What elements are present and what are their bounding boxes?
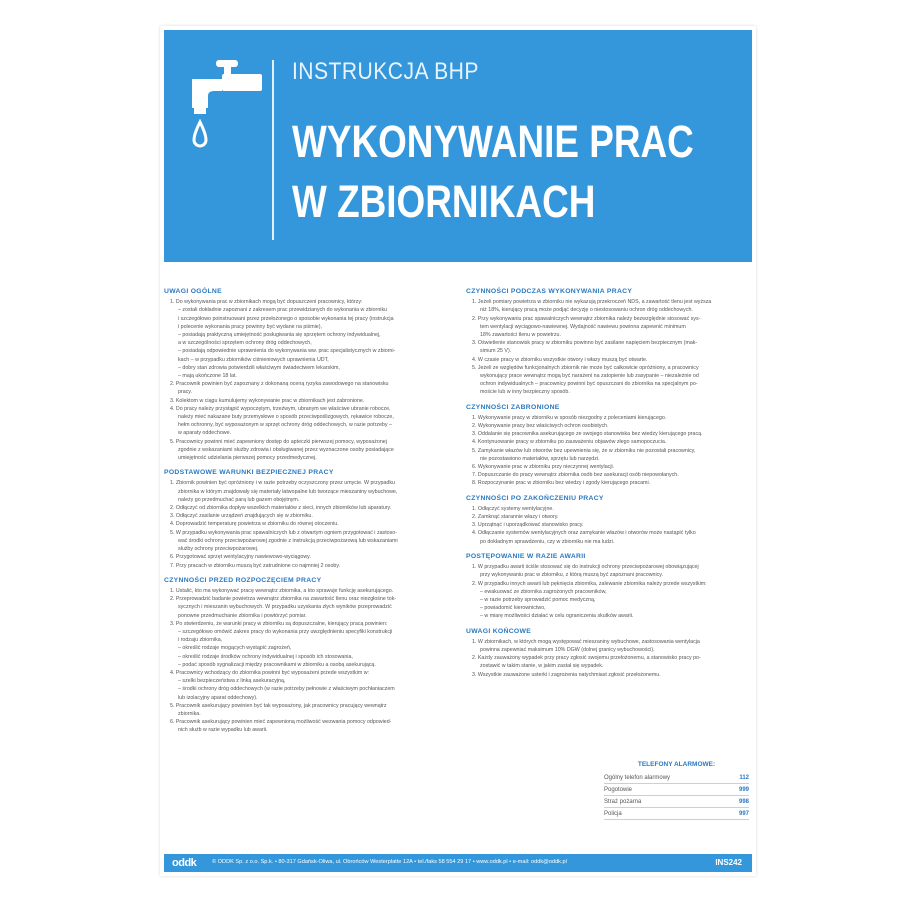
header-divider xyxy=(272,60,274,240)
instruction-item: 3. Uprzątnąć i uporządkować stanowisko pracy. xyxy=(472,522,584,529)
instruction-item: – środki ochrony dróg oddechowych (w razie potrzeby pełnowie z właściwym pochłaniaczem xyxy=(178,686,395,693)
instruction-item: 6. Wykonywanie prac w zbiorniku przy nieczynnej wentylacji. xyxy=(472,464,615,471)
instruction-item: moście lub w inny bezpieczny sposób. xyxy=(480,389,570,396)
instruction-item: i polecenie wykonania pracy powinny być wydane na piśmie), xyxy=(178,323,322,330)
instruction-item: 4. W czasie pracy w zbiorniku wszystkie otwory i włazy muszą być otwarte. xyxy=(472,356,648,363)
instruction-item: – podać sposób sygnalizacji między pracownikami w zbiorniku a osobą asekurującą. xyxy=(178,661,376,668)
section-title: CZYNNOŚCI PRZED ROZPOCZĘCIEM PRACY xyxy=(164,576,322,584)
instruction-item: 7. Dopuszczanie do pracy wewnątrz zbiornika osób bez asekuracji osób niepowołanych. xyxy=(472,472,679,479)
phone-number: 112 xyxy=(739,775,749,781)
instruction-item: nie pozostawiono materiałów, sprzętu lub narzędzi. xyxy=(480,455,600,462)
phone-row xyxy=(604,808,749,820)
instruction-item: – mają ukończone 18 lat. xyxy=(178,373,237,380)
instruction-item: zgodnie z wskazaniami służby zdrowia i obsługiwanej przez wyznaczone osoby posiadające xyxy=(178,446,394,453)
section-title: POSTĘPOWANIE W RAZIE AWARII xyxy=(466,552,586,560)
instruction-section xyxy=(164,288,450,462)
instruction-item: hełm ochronny, być wyposażonym w sprzęt ochrony dróg oddechowych, w razie potrzeby – xyxy=(178,422,392,429)
phone-number: 999 xyxy=(738,787,749,793)
phone-label: Pogotowie xyxy=(604,787,633,793)
phone-label: Policja xyxy=(604,811,622,817)
section-title: CZYNNOŚCI ZABRONIONE xyxy=(466,403,560,411)
title-line-1: WYKONYWANIE PRAC xyxy=(292,116,694,167)
instruction-item: w aparaty oddechowe. xyxy=(178,430,232,437)
instruction-item: 1. W przypadku awarii ściśle stosować się do instrukcji ochrony przeciwpożarowej obowiązującej xyxy=(472,564,699,571)
instruction-item: 8. Rozpoczynanie prac w zbiorniku bez wiedzy i zgody kierującego pracami. xyxy=(472,480,651,487)
instruction-item: 1. Odłączyć systemy wentylacyjne. xyxy=(472,505,554,512)
instruction-item: 1. Wykonywanie pracy w zbiorniku w sposób niezgodny z poleceniami kierującego. xyxy=(472,414,667,421)
instruction-item: 4. Odłączanie systemów wentylacyjnych oraz zamykanie włazów i otworów może nastąpić tylko xyxy=(472,530,696,537)
title-line-2: W ZBIORNIKACH xyxy=(292,176,596,227)
instruction-item: 18% zawartości tlenu w powietrzu. xyxy=(480,332,561,339)
phone-label: Ogólny telefon alarmowy xyxy=(604,775,671,781)
instruction-item: tem wentylacji wyciągowo-nawiewnej. Wydajność nawiewu powinna zapewnić minimum xyxy=(480,323,686,330)
phones-list xyxy=(604,772,749,820)
instruction-item: pracy. xyxy=(178,389,193,396)
instruction-item: 4. Pracownicy wchodzący do zbiornika powinni być wyposażeni przede wszystkim w: xyxy=(170,669,370,676)
instruction-item: zostawić w takim stanie, w jakim zastał się wypadek. xyxy=(480,663,604,670)
instruction-item: 3. Oddalanie się pracownika asekurującego ze swojego stanowiska bez wiedzy kierującego pracą. xyxy=(472,431,703,438)
instruction-item: wać środki ochrony przeciwpożarowej zgodnie z instrukcją przeciwpożarową lub wskazaniami xyxy=(178,537,398,544)
document-title xyxy=(292,112,694,232)
instruction-poster xyxy=(160,26,756,876)
instruction-item: wykonujący prace wewnątrz mogą być narażeni na zatopienie lub zasypanie – niezależnie od xyxy=(480,373,699,380)
instruction-item: przy wykonywaniu prac w zbiorniku, z którą muszą być zapoznani pracownicy. xyxy=(480,572,664,579)
poster-footer xyxy=(164,854,752,872)
instruction-item: – ewakuować ze zbiornika zagrożonych pracowników, xyxy=(480,588,607,595)
instruction-item: 2. Przeprowadzić badanie powietrza wewnątrz zbiornika na zawartość tlenu oraz niezgłośne tok- xyxy=(170,596,397,603)
phone-row xyxy=(604,796,749,808)
phone-label: Straż pożarna xyxy=(604,799,642,805)
instruction-item: – posiadają odpowiednie uprawnienia do wykonywania ww. prac specjalistycznych w zbiorni- xyxy=(178,348,396,355)
instruction-item: 2. W przypadku innych awarii lub pęknięcia zbiornika, zalewanie zbiornika należy przede wszystkim: xyxy=(472,580,707,587)
instruction-item: 6. Przygotować sprzęt wentylacyjny nawiewowo-wyciągowy. xyxy=(170,554,311,561)
phone-row xyxy=(604,784,749,796)
instruction-item: 4. Do pracy należy przystąpić wypoczętym, trzeźwym, ubranym we właściwe ubranie robocze, xyxy=(170,405,391,412)
instruction-item: po dokładnym sprawdzeniu, czy w zbiorniku nie ma ludzi. xyxy=(480,538,615,545)
instruction-section xyxy=(164,469,450,569)
instruction-item: 3. Kolektom w ciągu kumulujemy wykonywanie prac w zbiornikach jest zabronione. xyxy=(170,397,365,404)
instruction-item: ponowne przedmuchanie zbiornika i powtórzyć pomiar. xyxy=(178,612,307,619)
instruction-section xyxy=(466,288,752,397)
instruction-item: 6. Pracownik asekurujący powinien mieć zapewnioną możliwość wezwania pomocy odpowied- xyxy=(170,719,392,726)
instruction-item: 2. Każdy zauważony wypadek przy pracy zgłosić swojemu przełożonemu, a stanowisko pracy po- xyxy=(472,655,701,662)
instruction-item: niż 18%, kierujący pracą może podjąć decyzję o niestosowaniu ochron dróg oddechowych. xyxy=(480,307,693,314)
phone-row xyxy=(604,772,749,784)
phone-number: 997 xyxy=(738,811,749,817)
water-tap-icon xyxy=(192,56,262,166)
left-column xyxy=(164,288,450,742)
section-title: UWAGI KOŃCOWE xyxy=(466,627,532,635)
instruction-item: – dobry stan zdrowia potwierdzili właściwym świadectwem lekarskim, xyxy=(178,364,340,371)
instruction-item: 2. Pracownik powinien być zapoznany z dokonaną oceną ryzyka zawodowego na stanowisku xyxy=(170,381,389,388)
instruction-item: simum 25 V). xyxy=(480,348,512,355)
instruction-item: lub izolacyjny aparat oddechowy). xyxy=(178,694,258,701)
instruction-item: – szczegółowo omówić zakres pracy do wykonania przy uwzględnieniu specyfiki konstrukcji xyxy=(178,628,393,635)
instruction-item: – w miarę możliwości działać w celu ograniczenia skutków awarii. xyxy=(480,613,634,620)
instruction-item: należy go przedmuchać parą lub gazem obojętnym. xyxy=(178,496,300,503)
instruction-item: – szelki bezpieczeństwa z linką asekuracyjną, xyxy=(178,678,286,685)
instruction-item: kach – w przypadku zbiorników ciśnieniowych uprawnienia UDT, xyxy=(178,356,329,363)
instruction-section xyxy=(466,495,752,546)
instruction-item: 4. Doprowadzić temperaturę powietrza w zbiorniku do równej otoczeniu. xyxy=(170,521,339,528)
instruction-item: służby ochrony przeciwpożarowej. xyxy=(178,546,259,553)
instruction-item: sycznych i mieszanin wybuchowych. W przypadku uzyskania złych wyników przeprowadzić xyxy=(178,604,392,611)
instruction-item: 1. Ustalić, kto ma wykonywać pracę wewnątrz zbiornika, a kto sprawuje funkcję asekurującego. xyxy=(170,587,394,594)
instruction-item: – określić rodzaje środków ochrony indywidualnej i sposób ich stosowania, xyxy=(178,653,353,660)
instruction-item: – powiadomić kierownictwo, xyxy=(480,605,546,612)
instruction-item: 4. Kontynuowanie pracy w zbiorniku po zauważeniu objawów złego samopoczucia. xyxy=(472,439,667,446)
instruction-item: 1. Jeżeli pomiary powietrza w zbiorniku nie wykazują przekroczeń NDS, a zawartość tlenu jest wyższa xyxy=(472,299,712,306)
instruction-item: należy mieć nakazane buty przemysłowe o sposób przeciwpoślizgowych, rękawice robocze, xyxy=(178,414,394,421)
instruction-item: 1. W zbiornikach, w których mogą występować mieszaniny wybuchowe, zastosowania wentylacja xyxy=(472,638,700,645)
instruction-item: 2. Odłączyć od zbiornika dopływ wszelkich materiałów z sieci, innych zbiorników lub aparatury. xyxy=(170,505,392,512)
instruction-item: 5. Pracownik asekurujący powinien być tak wyposażony, jak pracownicy pracujący wewnątrz xyxy=(170,702,387,709)
instruction-item: 2. Zamknąć starannie włazy i otwory. xyxy=(472,514,559,521)
section-title: CZYNNOŚCI PO ZAKOŃCZENIU PRACY xyxy=(466,494,604,502)
instruction-item: 3. Oświetlenie stanowisk pracy w zbiorniku powinno być zasilane napięciem bezpiecznym (mak- xyxy=(472,340,698,347)
instruction-item: a w szczególności sprzętem ochrony dróg oddechowych, xyxy=(178,340,312,347)
instruction-item: 5. Zamykanie włazów lub otworów bez upewnienia się, że w zbiorniku nie pozostali pracownicy, xyxy=(472,447,696,454)
instruction-section xyxy=(466,628,752,679)
instruction-item: – posiadają praktyczną umiejętność posługiwania się sprzętem ochrony indywidualnej, xyxy=(178,332,381,339)
publisher-info: © ODDK Sp. z o.o. Sp.k. • 80-317 Gdańsk-Oliwa, ul. Obrońców Westerplatte 12A • tel./faks 58 554 29 17 • www.oddk.pl • e-mail: oddk@oddk.pl xyxy=(212,859,567,865)
instruction-item: zbiornika. xyxy=(178,710,201,717)
instruction-item: umiejętność udzielania pierwszej pomocy przedmedycznej. xyxy=(178,455,317,462)
instruction-item: 3. Wszystkie zauważone usterki i zagrożenia natychmiast zgłosić przełożonemu. xyxy=(472,671,661,678)
instruction-item: – określić rodzaje mogących wystąpić zagrożeń, xyxy=(178,645,292,652)
instruction-item: nich służb w razie wypadku lub awarii. xyxy=(178,727,268,734)
instruction-item: i rodzaju zbiornika, xyxy=(178,637,223,644)
phones-title: TELEFONY ALARMOWE: xyxy=(637,761,716,768)
instruction-item: zbiornika w którym znajdowały się materiały łatwopalne lub tworzące mieszaniny wybuchowe, xyxy=(178,488,398,495)
instruction-item: 1. Zbiornik powinien być opróżniony i w razie potrzeby oczyszczony przez umycie. W przypadku xyxy=(170,480,395,487)
instruction-item: 3. Po stwierdzeniu, że warunki pracy w zbiorniku są dopuszczalne, kierujący pracą powinien: xyxy=(170,620,388,627)
document-code: INS242 xyxy=(715,858,742,867)
instruction-item: 5. Pracownicy powinni mieć zapewniony dostęp do apteczki pierwszej pomocy, wyposażonej xyxy=(170,438,387,445)
instruction-item: 2. Przy wykonywaniu prac spawalniczych wewnątrz zbiornika należy bezwzględnie stosować sys- xyxy=(472,315,701,322)
instruction-item: 7. Przy pracach w zbiorniku muszą być zatrudnione co najmniej 2 osoby. xyxy=(170,562,341,569)
section-title: PODSTAWOWE WARUNKI BEZPIECZNEJ PRACY xyxy=(164,469,334,477)
instruction-item: ochron indywidualnych – pracownicy powinni być opuszczani do zbiornika na specjalnym po- xyxy=(480,381,698,388)
document-kicker: INSTRUKCJA BHP xyxy=(292,58,479,85)
section-title: UWAGI OGÓLNE xyxy=(164,288,222,295)
instruction-item: powinna zapewniać maksimum 10% DGW (dolnej granicy wybuchowości). xyxy=(480,646,655,653)
section-title: CZYNNOŚCI PODCZAS WYKONYWANIA PRACY xyxy=(466,288,633,295)
instruction-item: 3. Odłączyć zasilanie urządzeń znajdujących się w zbiorniku. xyxy=(170,513,313,520)
poster-header xyxy=(164,30,752,262)
instruction-section xyxy=(466,553,752,621)
instruction-item: – w razie potrzeby sprowadzić pomoc medyczną, xyxy=(480,596,596,603)
instruction-item: 2. Wykonywanie pracy bez właściwych ochron osobistych. xyxy=(472,423,609,430)
instruction-section xyxy=(164,577,450,735)
instruction-item: 5. Jeżeli ze względów funkcjonalnych zbiornik nie może być całkowicie opróżniony, a pracownicy xyxy=(472,364,699,371)
emergency-phones xyxy=(604,761,749,820)
right-column xyxy=(466,288,752,686)
instruction-section xyxy=(466,404,752,488)
instruction-item: – zostali dokładnie zapoznani z zakresem prac przewidzianych do wykonania w zbiorniku xyxy=(178,307,388,314)
instruction-item: 1. Do wykonywania prac w zbiornikach mogą być dopuszczeni pracownicy, którzy: xyxy=(170,299,363,306)
instruction-item: i szczegółowo poinstruowani przez przełożonego o sposobie wykonania tej pracy (instrukcja xyxy=(178,315,394,322)
instruction-item: 5. W przypadku wykonywania prac spawalniczych lub z otwartym ogniem przygotować i zastoso- xyxy=(170,529,397,536)
phone-number: 998 xyxy=(738,799,749,805)
oddk-logo: oddk xyxy=(172,857,197,869)
